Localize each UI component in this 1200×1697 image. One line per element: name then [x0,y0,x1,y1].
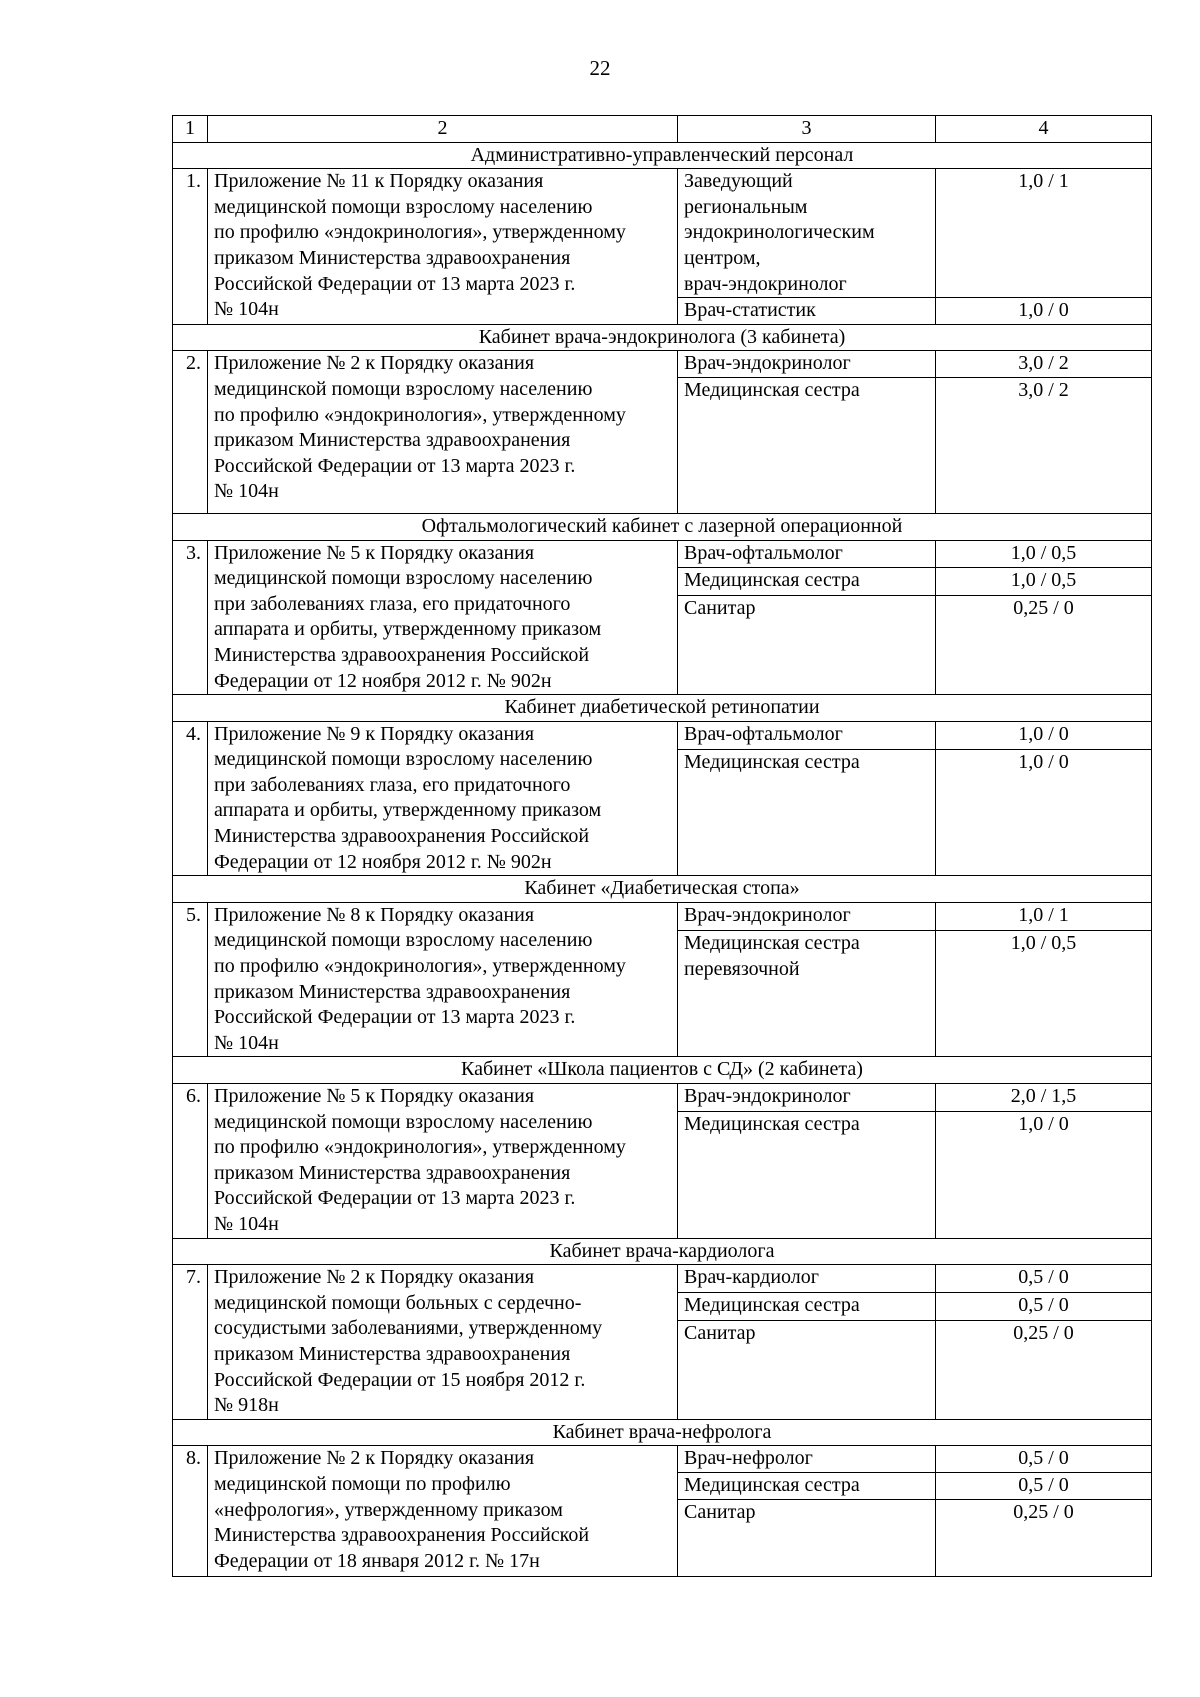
row-number: 5. [173,902,208,1057]
section-title: Кабинет врача-нефролога [173,1419,1152,1446]
staffing-norm: 1,0 / 0 [936,1112,1152,1238]
row-number: 3. [173,540,208,695]
position-title: Врач-нефролог [678,1446,936,1473]
section-title-row [173,695,1152,722]
position-title: Медицинская сестра [678,1112,936,1238]
section-title-row [173,142,1152,169]
position-row [173,169,1152,298]
section-title: Кабинет врача-кардиолога [173,1238,1152,1265]
position-title: Заведующий региональным эндокринологическим центром, врач-эндокринолог [678,169,936,298]
row-number: 7. [173,1265,208,1420]
staffing-norm: 0,25 / 0 [936,1499,1152,1576]
section-title-row [173,876,1152,903]
staffing-norm: 1,0 / 0,5 [936,540,1152,568]
staffing-norm: 1,0 / 0,5 [936,931,1152,1057]
position-title: Врач-офтальмолог [678,540,936,568]
row-number: 8. [173,1446,208,1576]
staffing-norm: 1,0 / 0,5 [936,568,1152,596]
row-number: 1. [173,169,208,325]
column-header-4: 4 [936,116,1152,143]
staffing-norm: 1,0 / 0 [936,298,1152,325]
position-row [173,351,1152,378]
regulation-reference: Приложение № 5 к Порядку оказания медицинской помощи взрослому населению по профилю «эндокринология», утвержденному приказом Министерства здравоохранения Российской Федерации от 13 марта 2023 г. № 104н [208,1084,678,1239]
section-title-row [173,1238,1152,1265]
position-row [173,721,1152,749]
section-title: Административно-управленческий персонал [173,142,1152,169]
regulation-reference: Приложение № 11 к Порядку оказания медицинской помощи взрослому населению по профилю «эндокринология», утвержденному приказом Министерства здравоохранения Российской Федерации от 13 марта 2023 г. № 104н [208,169,678,325]
position-row [173,540,1152,568]
staffing-norm: 0,5 / 0 [936,1293,1152,1321]
column-header-2: 2 [208,116,678,143]
staffing-norm: 0,5 / 0 [936,1265,1152,1293]
staffing-norm: 0,5 / 0 [936,1472,1152,1499]
row-number: 4. [173,721,208,876]
regulation-reference: Приложение № 5 к Порядку оказания медицинской помощи взрослому населению при заболеваниях глаза, его придаточного аппарата и орбиты, утвержденному приказом Министерства здравоохранения Российской Федерации от 12 ноября 2012 г. № 902н [208,540,678,695]
staffing-norm: 1,0 / 1 [936,902,1152,930]
position-title: Медицинская сестра [678,568,936,596]
staffing-table [172,115,1152,1577]
section-title: Кабинет «Школа пациентов с СД» (2 кабинета) [173,1057,1152,1084]
position-title: Санитар [678,596,936,695]
staffing-norm: 0,5 / 0 [936,1446,1152,1473]
regulation-reference: Приложение № 9 к Порядку оказания медицинской помощи взрослому населению при заболеваниях глаза, его придаточного аппарата и орбиты, утвержденному приказом Министерства здравоохранения Российской Федерации от 12 ноября 2012 г. № 902н [208,721,678,876]
regulation-reference: Приложение № 8 к Порядку оказания медицинской помощи взрослому населению по профилю «эндокринология», утвержденному приказом Министерства здравоохранения Российской Федерации от 13 марта 2023 г. № 104н [208,902,678,1057]
staffing-norm: 3,0 / 2 [936,377,1152,513]
position-title: Врач-статистик [678,298,936,325]
staffing-norm: 0,25 / 0 [936,596,1152,695]
staffing-table-body [173,116,1152,1577]
regulation-reference: Приложение № 2 к Порядку оказания медицинской помощи по профилю «нефрология», утвержденному приказом Министерства здравоохранения Российской Федерации от 18 января 2012 г. № 17н [208,1446,678,1576]
regulation-reference: Приложение № 2 к Порядку оказания медицинской помощи взрослому населению по профилю «эндокринология», утвержденному приказом Министерства здравоохранения Российской Федерации от 13 марта 2023 г. № 104н [208,351,678,514]
position-title: Врач-эндокринолог [678,1084,936,1112]
column-header-row [173,116,1152,143]
section-title: Кабинет «Диабетическая стопа» [173,876,1152,903]
section-title-row [173,513,1152,540]
section-title: Офтальмологический кабинет с лазерной операционной [173,513,1152,540]
regulation-reference: Приложение № 2 к Порядку оказания медицинской помощи больных с сердечно- сосудистыми заболеваниями, утвержденному приказом Министерства здравоохранения Российской Федерации от 15 ноября 2012 г. № 918н [208,1265,678,1420]
position-row [173,1084,1152,1112]
staffing-norm: 2,0 / 1,5 [936,1084,1152,1112]
section-title: Кабинет врача-эндокринолога (3 кабинета) [173,324,1152,351]
position-title: Медицинская сестра [678,1472,936,1499]
staffing-norm: 1,0 / 0 [936,721,1152,749]
section-title-row [173,1419,1152,1446]
column-header-3: 3 [678,116,936,143]
position-row [173,1446,1152,1473]
section-title-row [173,324,1152,351]
position-title: Медицинская сестра [678,377,936,513]
position-title: Врач-эндокринолог [678,351,936,378]
staffing-norm: 0,25 / 0 [936,1321,1152,1420]
row-number: 2. [173,351,208,514]
position-title: Врач-эндокринолог [678,902,936,930]
column-header-1: 1 [173,116,208,143]
staffing-norm: 3,0 / 2 [936,351,1152,378]
position-title: Врач-кардиолог [678,1265,936,1293]
row-number: 6. [173,1084,208,1239]
position-title: Медицинская сестра перевязочной [678,931,936,1057]
position-title: Медицинская сестра [678,749,936,875]
page-number: 22 [589,56,611,80]
position-row [173,902,1152,930]
position-title: Врач-офтальмолог [678,721,936,749]
position-row [173,1265,1152,1293]
section-title-row [173,1057,1152,1084]
section-title: Кабинет диабетической ретинопатии [173,695,1152,722]
staffing-norm: 1,0 / 1 [936,169,1152,298]
position-title: Санитар [678,1321,936,1420]
position-title: Санитар [678,1499,936,1576]
position-title: Медицинская сестра [678,1293,936,1321]
staffing-norm: 1,0 / 0 [936,749,1152,875]
